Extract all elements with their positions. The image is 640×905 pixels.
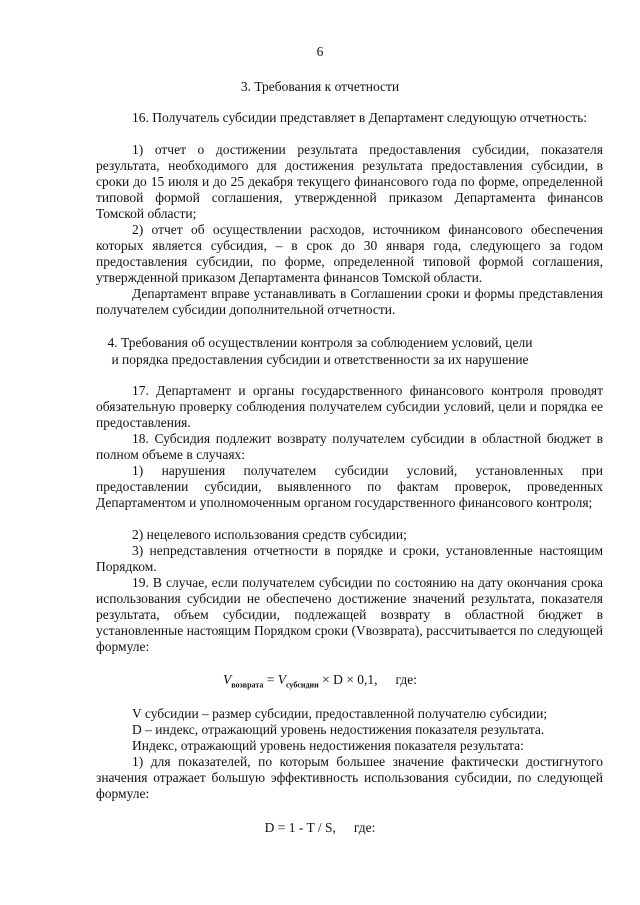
formula-d-expression: D = 1 - T / S,: [264, 820, 336, 835]
index-item-1: 1) для показателей, по которым большее значение фактически достигнутого значения отражает большую эффективность использования субсидии, по следующей формуле:: [96, 754, 603, 801]
index-intro: Индекс, отражающий уровень недостижения показателя результата:: [132, 738, 524, 753]
formula-equals: =: [263, 672, 278, 687]
definition-v: V субсидии – размер субсидии, предоставленной получателю субсидии;: [132, 706, 548, 721]
section-3-title: 3. Требования к отчетности: [240, 79, 400, 94]
formula-v: V: [277, 672, 286, 687]
formula-d: [0, 820, 640, 836]
formula-lhs: V: [223, 672, 232, 687]
definition-d: D – индекс, отражающий уровень недостижения показателя результата.: [132, 722, 545, 737]
formula-rest: × D × 0,1,: [318, 672, 378, 687]
paragraph-18-item-2: 2) нецелевого использования средств субсидии;: [132, 527, 407, 542]
paragraph-18-item-3: 3) непредставления отчетности в порядке и сроки, установленные настоящим Порядком.: [96, 543, 603, 574]
formula-lhs-subscript: возврата: [231, 680, 264, 690]
formula-v-subscript: субсидии: [285, 680, 319, 690]
section-4-title-line-1: 4. Требования об осуществлении контроля за соблюдением условий, цели: [107, 335, 533, 350]
paragraph-18-item-1: 1) нарушения получателем субсидии условий, установленных при предоставлении субсидии, выявленного по фактам проверок, проведенных Департаментом и уполномоченным органом государственного финансового контроля;: [96, 463, 603, 510]
page-number: 6: [316, 44, 324, 59]
paragraph-16: 16. Получатель субсидии представляет в Департамент следующую отчетность:: [132, 110, 588, 125]
paragraph-19: 19. В случае, если получателем субсидии по состоянию на дату окончания срока использования субсидии не обеспечено достижение значений результата, показателя результата, объем субсидии, подлежащей возврату в областной бюджет в установленные настоящим Порядком сроки (Vвозврата), рассчитывается по следующей формуле:: [96, 575, 603, 654]
formula-where: где:: [395, 672, 417, 687]
paragraph-18: 18. Субсидия подлежит возврату получателем субсидии в областной бюджет в полном объеме в случаях:: [96, 431, 603, 462]
section-4-title-line-2: и порядка предоставления субсидии и ответственности за их нарушение: [111, 352, 529, 367]
paragraph-16-item-2: 2) отчет об осуществлении расходов, источником финансового обеспечения которых является субсидия, – в срок до 30 января года, следующего за годом предоставления субсидии, по форме, определенной типовой формой соглашения, утвержденной приказом Департамента финансов Томской области.: [96, 222, 603, 285]
paragraph-17: 17. Департамент и органы государственного финансового контроля проводят обязательную проверку соблюдения получателем субсидии условий, цели и порядка ее предоставления.: [96, 383, 603, 430]
paragraph-16-item-1: 1) отчет о достижении результата предоставления субсидии, показателя результата, необходимого для достижения результата предоставления субсидии, в сроки до 15 июля и до 25 декабря текущего финансового года по форме, определенной типовой формой соглашения, утвержденной приказом Департамента финансов Томской области;: [96, 142, 603, 221]
paragraph-16-note: Департамент вправе устанавливать в Соглашении сроки и формы представления получателем субсидии дополнительной отчетности.: [96, 286, 603, 317]
formula-d-where: где:: [353, 820, 376, 835]
formula-v-return: [0, 672, 640, 690]
